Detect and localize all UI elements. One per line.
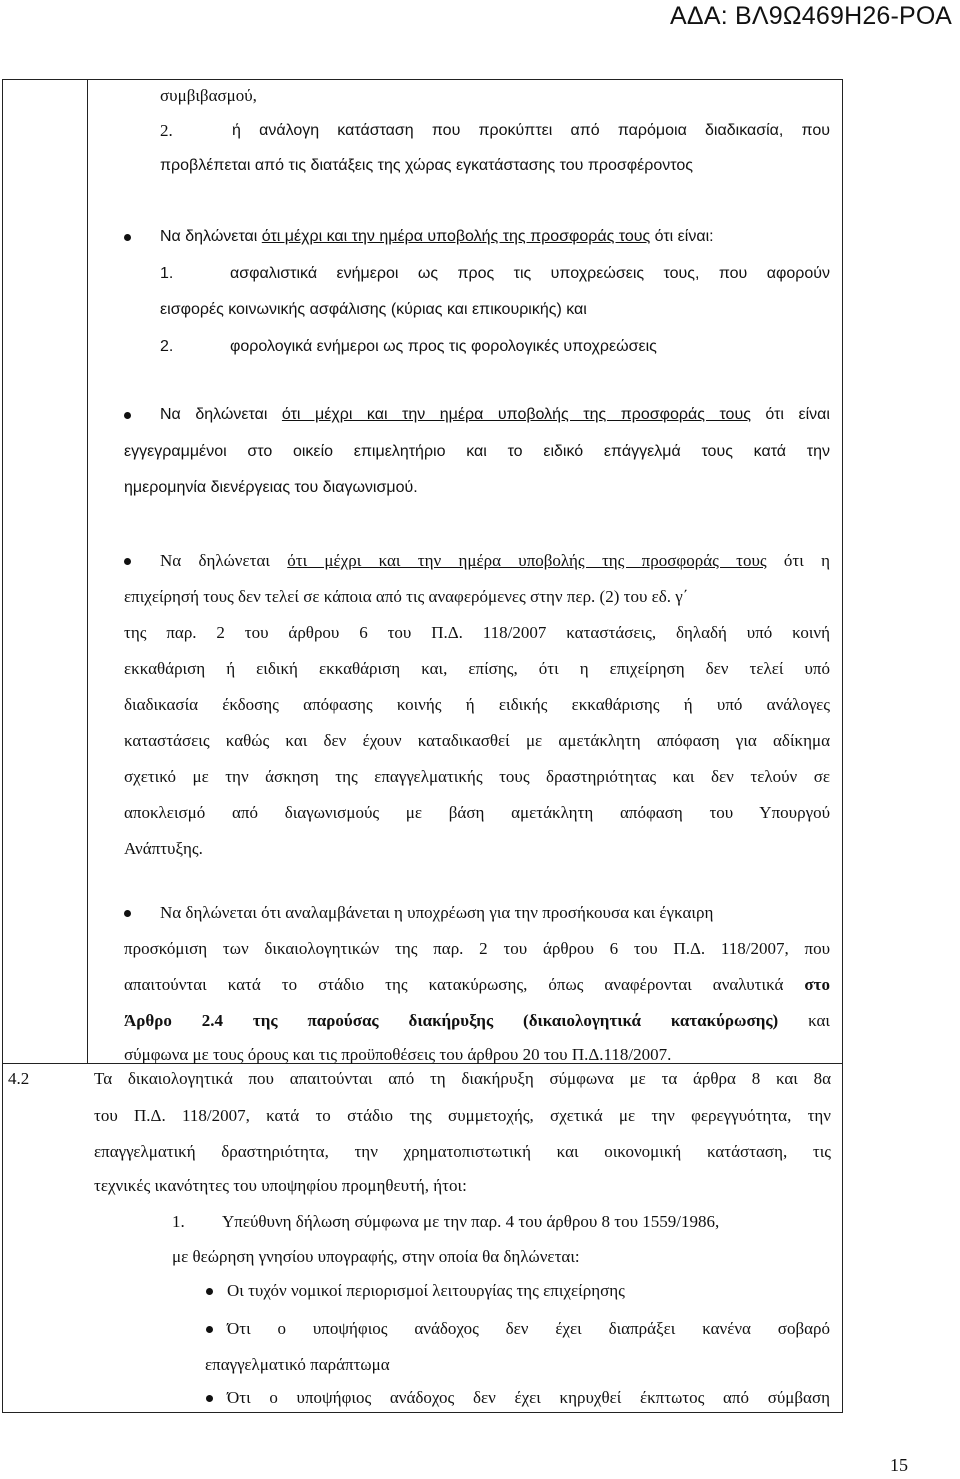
bullet-1-line-1: Να δηλώνεται ότι μέχρι και την ημέρα υποβολής της προσφοράς τους ότι είναι: — [160, 228, 714, 245]
bullet-3-line-4: εκκαθάριση ή ειδική εκκαθάριση και, επίσης, ότι η επιχείρηση δεν τελεί υπό — [124, 659, 830, 678]
b1-item-1-num: 1. — [160, 265, 174, 282]
b1-item-1-line-2: εισφορές κοινωνικής ασφάλισης (κύριας και επικουρικής) και — [160, 301, 587, 318]
cont-line-1: συμβιβασμού, — [160, 86, 257, 105]
bullet-3-line-8: αποκλεισμό από διαγωνισμούς με βάση αμετάκλητη απόφαση του Υπουργού — [124, 803, 830, 822]
bullet-4-line-1: Να δηλώνεται ότι αναλαμβάνεται η υποχρέωση για την προσήκουσα και έγκαιρη — [160, 903, 714, 922]
bullet-2-line-3: ημερομηνία διενέργειας του διαγωνισμού. — [124, 479, 418, 496]
page-number: 15 — [890, 1455, 908, 1475]
sub-bullet-2-line-2: επαγγελματικό παράπτωμα — [205, 1355, 390, 1374]
cont-line-2: ή ανάλογη κατάσταση που προκύπτει από παρόμοια διαδικασία, που — [232, 122, 830, 139]
bullet-3-line-3: της παρ. 2 του άρθρου 6 του Π.Δ. 118/2007 καταστάσεις, δηλαδή υπό κοινή — [124, 623, 830, 642]
cont-line-3: προβλέπεται από τις διατάξεις της χώρας εγκατάστασης του προσφέροντος — [160, 157, 693, 174]
bullet-3-line-9: Ανάπτυξης. — [124, 839, 203, 858]
sub-bullet-1: Οι τυχόν νομικοί περιορισμοί λειτουργίας της επιχείρησης — [227, 1281, 625, 1300]
section-42-line-4: τεχνικές ικανότητες του υποψηφίου προμηθευτή, ήτοι: — [94, 1176, 467, 1195]
section-42-line-2: του Π.Δ. 118/2007, κατά το στάδιο της συμμετοχής, σχετικά με την φερεγγυότητα, την — [94, 1106, 831, 1125]
bullet-3-line-1: Να δηλώνεται ότι μέχρι και την ημέρα υποβολής της προσφοράς τους ότι η — [160, 551, 831, 570]
s42-item-1-num: 1. — [172, 1212, 185, 1231]
b1-item-2-num: 2. — [160, 338, 174, 355]
bullet-4-line-5: σύμφωνα με τους όρους και τις προϋποθέσεις του άρθρου 20 του Π.Δ.118/2007. — [124, 1045, 672, 1064]
b1-item-2-line-1: φορολογικά ενήμεροι ως προς τις φορολογικές υποχρεώσεις — [230, 338, 657, 355]
s42-item-1-line-2: με θεώρηση γνησίου υπογραφής, στην οποία θα δηλώνεται: — [172, 1247, 580, 1266]
bullet-icon — [206, 1326, 213, 1333]
bullet-icon — [124, 910, 131, 917]
bullet-3-line-2: επιχείρησή τους δεν τελεί σε κάποια από τις αναφερόμενες στην περ. (2) του εδ. γ΄ — [124, 587, 689, 606]
ada-code: ΑΔΑ: ΒΛ9Ω469Η26-ΡΟΑ — [670, 2, 952, 30]
bullet-icon — [206, 1395, 213, 1402]
bullet-2-line-1: Να δηλώνεται ότι μέχρι και την ημέρα υποβολής της προσφοράς τους ότι είναι — [160, 406, 830, 423]
bullet-4-line-3: απαιτούνται κατά το στάδιο της κατακύρωσης, όπως αναφέρονται αναλυτικά στο — [124, 975, 830, 994]
bullet-4-line-2: προσκόμιση των δικαιολογητικών της παρ. 2 του άρθρου 6 του Π.Δ. 118/2007, που — [124, 939, 830, 958]
sub-bullet-3-line-1: Ότι ο υποψήφιος ανάδοχος δεν έχει κηρυχθεί έκπτωτος από σύμβαση — [227, 1388, 830, 1407]
bullet-icon — [206, 1288, 213, 1295]
b1-item-1-line-1: ασφαλιστικά ενήμεροι ως προς τις υποχρεώσεις τους, που αφορούν — [230, 265, 830, 282]
bullet-3-line-5: διαδικασία έκδοσης απόφασης κοινής ή ειδικής εκκαθάρισης ή υπό ανάλογες — [124, 695, 830, 714]
column-divider — [87, 80, 88, 1063]
bullet-4-line-4: Άρθρο 2.4 της παρούσας διακήρυξης (δικαιολογητικά κατακύρωσης) και — [124, 1011, 830, 1030]
s42-item-1-line-1: Υπεύθυνη δήλωση σύμφωνα με την παρ. 4 του άρθρου 8 του 1559/1986, — [222, 1212, 720, 1231]
bullet-3-line-6: καταστάσεις καθώς και δεν έχουν καταδικασθεί με αμετάκλητη απόφαση για αδίκημα — [124, 731, 830, 750]
section-number: 4.2 — [8, 1069, 30, 1088]
section-42-line-1: Τα δικαιολογητικά που απαιτούνται από τη διακήρυξη σύμφωνα με τα άρθρα 8 και 8α — [94, 1069, 831, 1088]
bullet-icon — [124, 234, 131, 241]
bullet-2-line-2: εγγεγραμμένοι στο οικείο επιμελητήριο και το ειδικό επάγγελμά τους κατά την — [124, 443, 830, 460]
section-42-line-3: επαγγελματική δραστηριότητα, την χρηματοπιστωτική και οικονομική κατάσταση, τις — [94, 1142, 831, 1161]
bullet-3-line-7: σχετικό με την άσκηση της επαγγελματικής τους δραστηριότητας και δεν τελούν σε — [124, 767, 830, 786]
bullet-icon — [124, 412, 131, 419]
sub-bullet-2-line-1: Ότι ο υποψήφιος ανάδοχος δεν έχει διαπράξει κανένα σοβαρό — [227, 1319, 830, 1338]
cont-num-2: 2. — [160, 121, 173, 140]
bullet-icon — [124, 558, 131, 565]
